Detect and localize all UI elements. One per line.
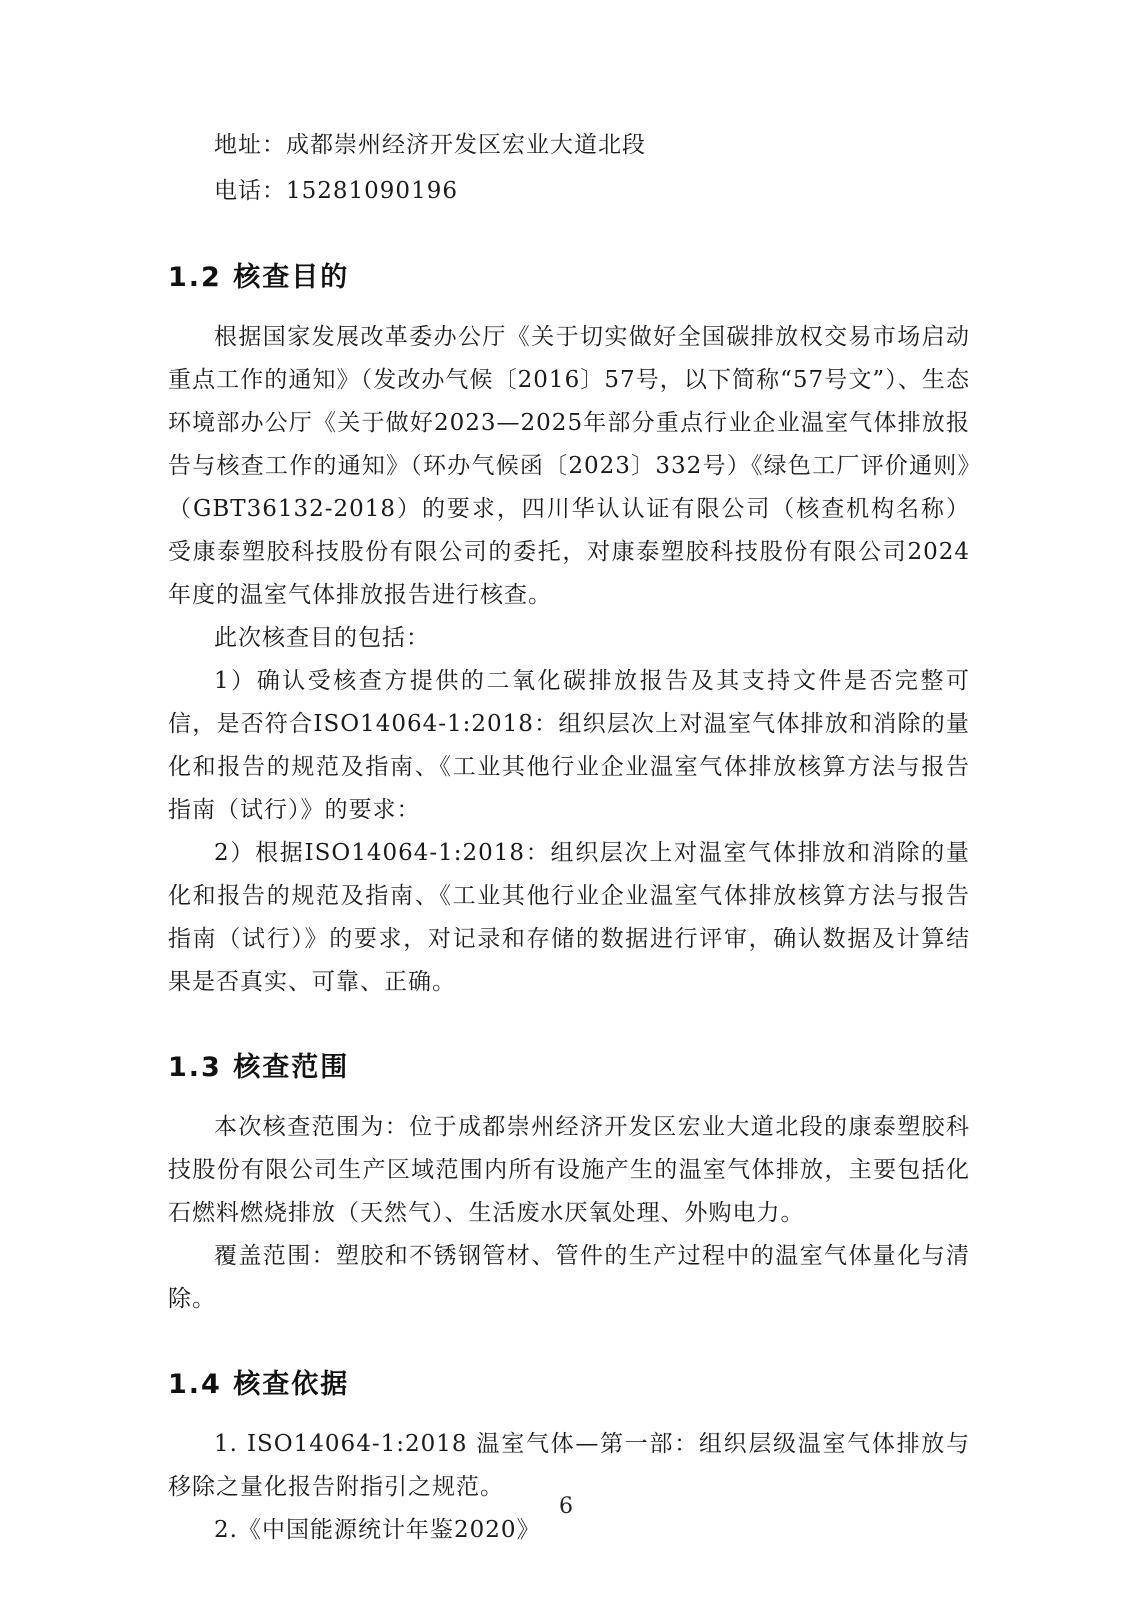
section-heading-verification-scope: 1.3 核查范围 [168,1052,350,1083]
paragraph: 2）根据ISO14064-1:2018：组织层次上对温室气体排放和消除的量化和报告的规范及指南、《工业其他行业企业温室气体排放核算方法与报告指南（试行）》的要求，对记录和存储的数据进行评审，确认数据及计算结果是否真实、可靠、正确。 [168,840,970,995]
address-label: 地址： [214,132,286,158]
section-verification-purpose [168,260,970,1004]
paragraph: 1. ISO14064-1:2018 温室气体—第一部：组织层级温室气体排放与移除之量化报告附指引之规范。 [168,1431,970,1500]
phone-line [168,168,970,214]
section-heading-verification-purpose: 1.2 核查目的 [168,262,350,293]
document-content [168,122,970,1552]
phone-label: 电话： [214,178,286,204]
phone-value: 15281090196 [286,178,458,204]
page-number: 6 [559,1494,573,1519]
paragraph: 覆盖范围：塑胶和不锈钢管材、管件的生产过程中的温室气体量化与清除。 [168,1243,970,1312]
section-verification-basis [168,1367,970,1552]
paragraph: 本次核查范围为：位于成都崇州经济开发区宏业大道北段的康泰塑胶科技股份有限公司生产区域范围内所有设施产生的温室气体排放，主要包括化石燃料燃烧排放（天然气）、生活废水厌氧处理、外购电力。 [168,1114,970,1226]
section-heading-verification-basis: 1.4 核查依据 [168,1369,350,1400]
contact-block [168,122,970,214]
address-value: 成都崇州经济开发区宏业大道北段 [286,132,646,158]
paragraph: 此次核查目的包括： [214,625,430,651]
address-line [168,122,970,168]
section-verification-scope [168,1050,970,1321]
paragraph: 2.《中国能源统计年鉴2020》 [214,1517,541,1543]
paragraph: 根据国家发展改革委办公厅《关于切实做好全国碳排放权交易市场启动重点工作的通知》（发改办气候〔2016〕57号，以下简称“57号文”）、生态环境部办公厅《关于做好2023—2025年部分重点行业企业温室气体排放报告与核查工作的通知》（环办气候函〔2023〕332号）《绿色工厂评价通则》（GBT36132-2018）的要求，四川华认认证有限公司（核查机构名称）受康泰塑胶科技股份有限公司的委托，对康泰塑胶科技股份有限公司2024年度的温室气体排放报告进行核查。 [168,324,970,608]
paragraph: 1）确认受核查方提供的二氧化碳排放报告及其支持文件是否完整可信，是否符合ISO14064-1:2018：组织层次上对温室气体排放和消除的量化和报告的规范及指南、《工业其他行业企业温室气体排放核算方法与报告指南（试行）》的要求： [168,668,970,823]
